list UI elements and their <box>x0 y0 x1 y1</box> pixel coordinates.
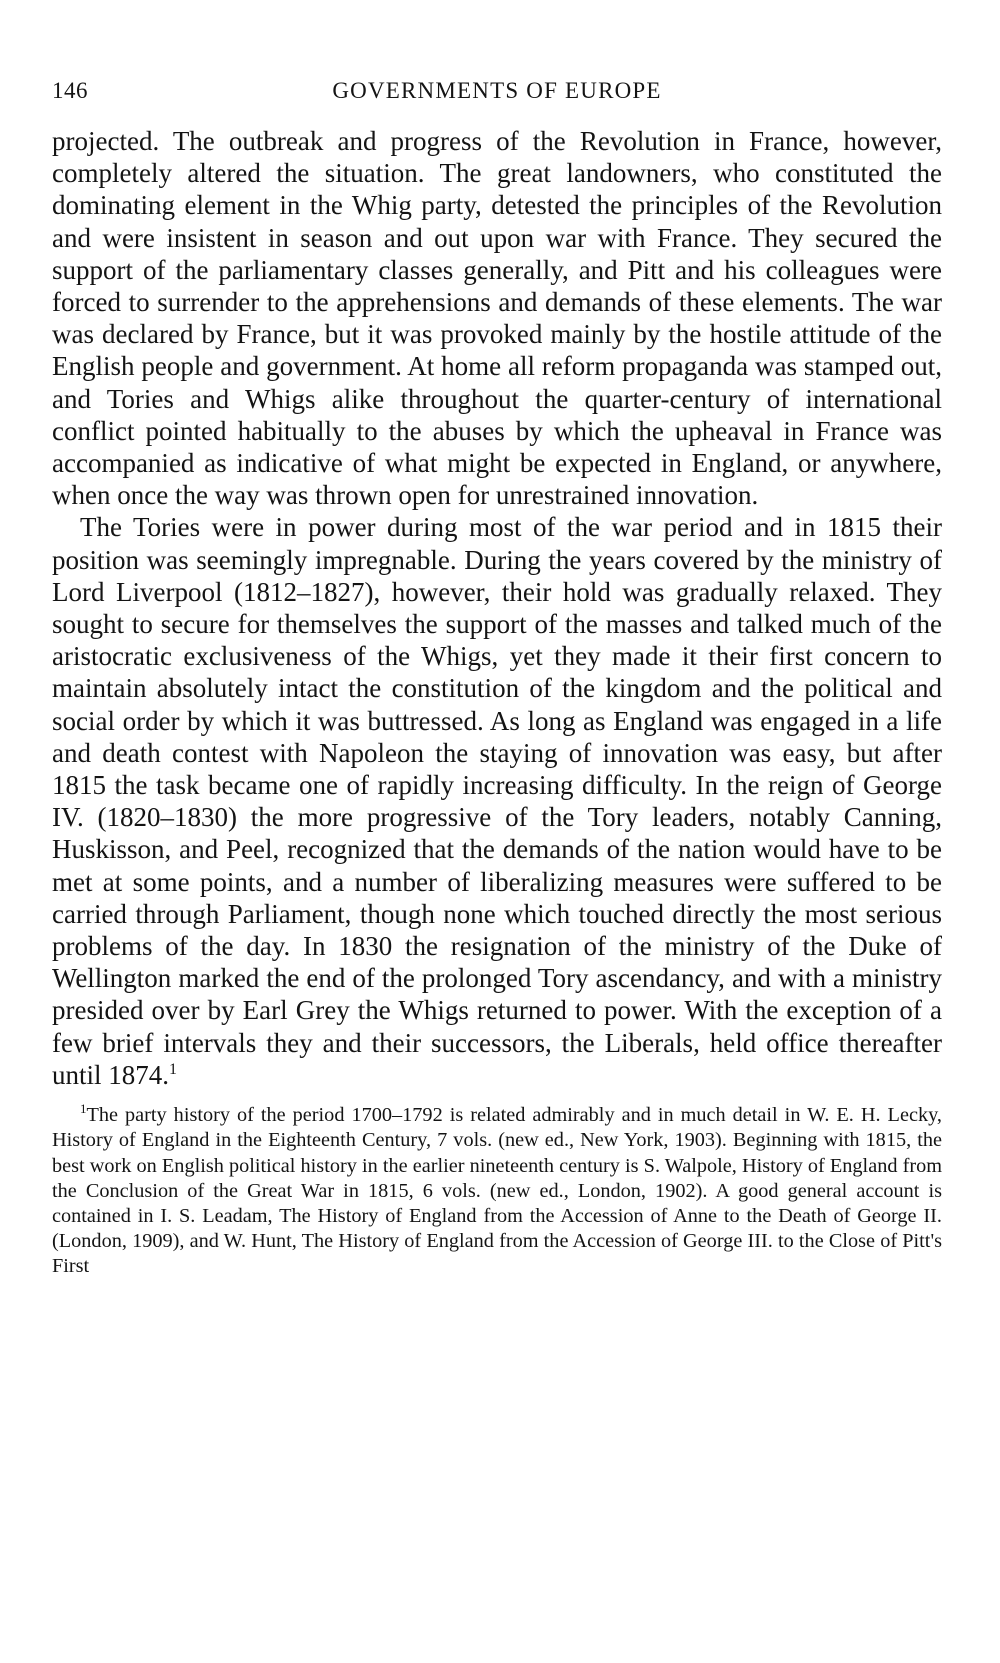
book-page <box>52 70 942 1280</box>
footnote-mark: 1 <box>80 1101 87 1117</box>
paragraph-text: The Tories were in power during most of the war period and in 1815 their position was seemingly impregnable. During the years covered by the ministry of Lord Liverpool (1812–1827), however, their hold was gradually relaxed. They sought to secure for themselves the support of the masses and talked much of the aristocratic exclusiveness of the Whigs, yet they made it their first concern to maintain absolutely intact the constitution of the kingdom and the political and social order by which it was buttressed. As long as England was engaged in a life and death contest with Napoleon the staying of innovation was easy, but after 1815 the task became one of rapidly increasing difficulty. In the reign of George IV. (1820–1830) the more progressive of the Tory leaders, notably Canning, Huskisson, and Peel, recognized that the demands of the nation would have to be met at some points, and a number of liberalizing measures were suffered to be carried through Parliament, though none which touched directly the most serious problems of the day. In 1830 the resignation of the ministry of the Duke of Wellington marked the end of the prolonged Tory ascendancy, and with a ministry presided over by Earl Grey the Whigs returned to power. With the exception of a few brief intervals they and their successors, the Liberals, held office thereafter until 1874. <box>52 512 942 1090</box>
page-number: 146 <box>52 78 88 103</box>
paragraph-continued: projected. The outbreak and progress of the Revolution in France, however, completely altered the situation. The great landowners, who constituted the dominating element in the Whig party, detested the principles of the Revolution and were insistent in season and out upon war with France. They secured the support of the parliamentary classes generally, and Pitt and his colleagues were forced to surrender to the apprehensions and demands of these elements. The war was declared by France, but it was provoked mainly by the hostile attitude of the English people and government. At home all reform propaganda was stamped out, and Tories and Whigs alike throughout the quarter-century of international conflict pointed habitually to the abuses by which the upheaval in France was accompanied as indicative of what might be expected in England, or anywhere, when once the way was thrown open for unrestrained innovation. <box>52 126 942 511</box>
footnote <box>52 1103 942 1279</box>
footnote-text: The party history of the period 1700–1792 is related admirably and in much detail in W. E. H. Lecky, History of England in the Eighteenth Century, 7 vols. (new ed., New York, 1903). Beginning with 1815, the best work on English political history in the earlier nineteenth century is S. Walpole, History of England from the Conclusion of the Great War in 1815, 6 vols. (new ed., London, 1902). A good general account is contained in I. S. Leadam, The History of England from the Accession of Anne to the Death of George II. (London, 1909), and W. Hunt, The History of England from the Accession of George III. to the Close of Pitt's First <box>52 1104 942 1278</box>
main-text <box>52 125 942 1091</box>
footnotes <box>52 1103 942 1279</box>
footnote-reference: 1 <box>169 1060 178 1078</box>
paragraph-tory-ascendancy <box>52 511 942 1091</box>
running-title: GOVERNMENTS OF EUROPE <box>332 78 662 103</box>
running-header <box>52 70 942 110</box>
